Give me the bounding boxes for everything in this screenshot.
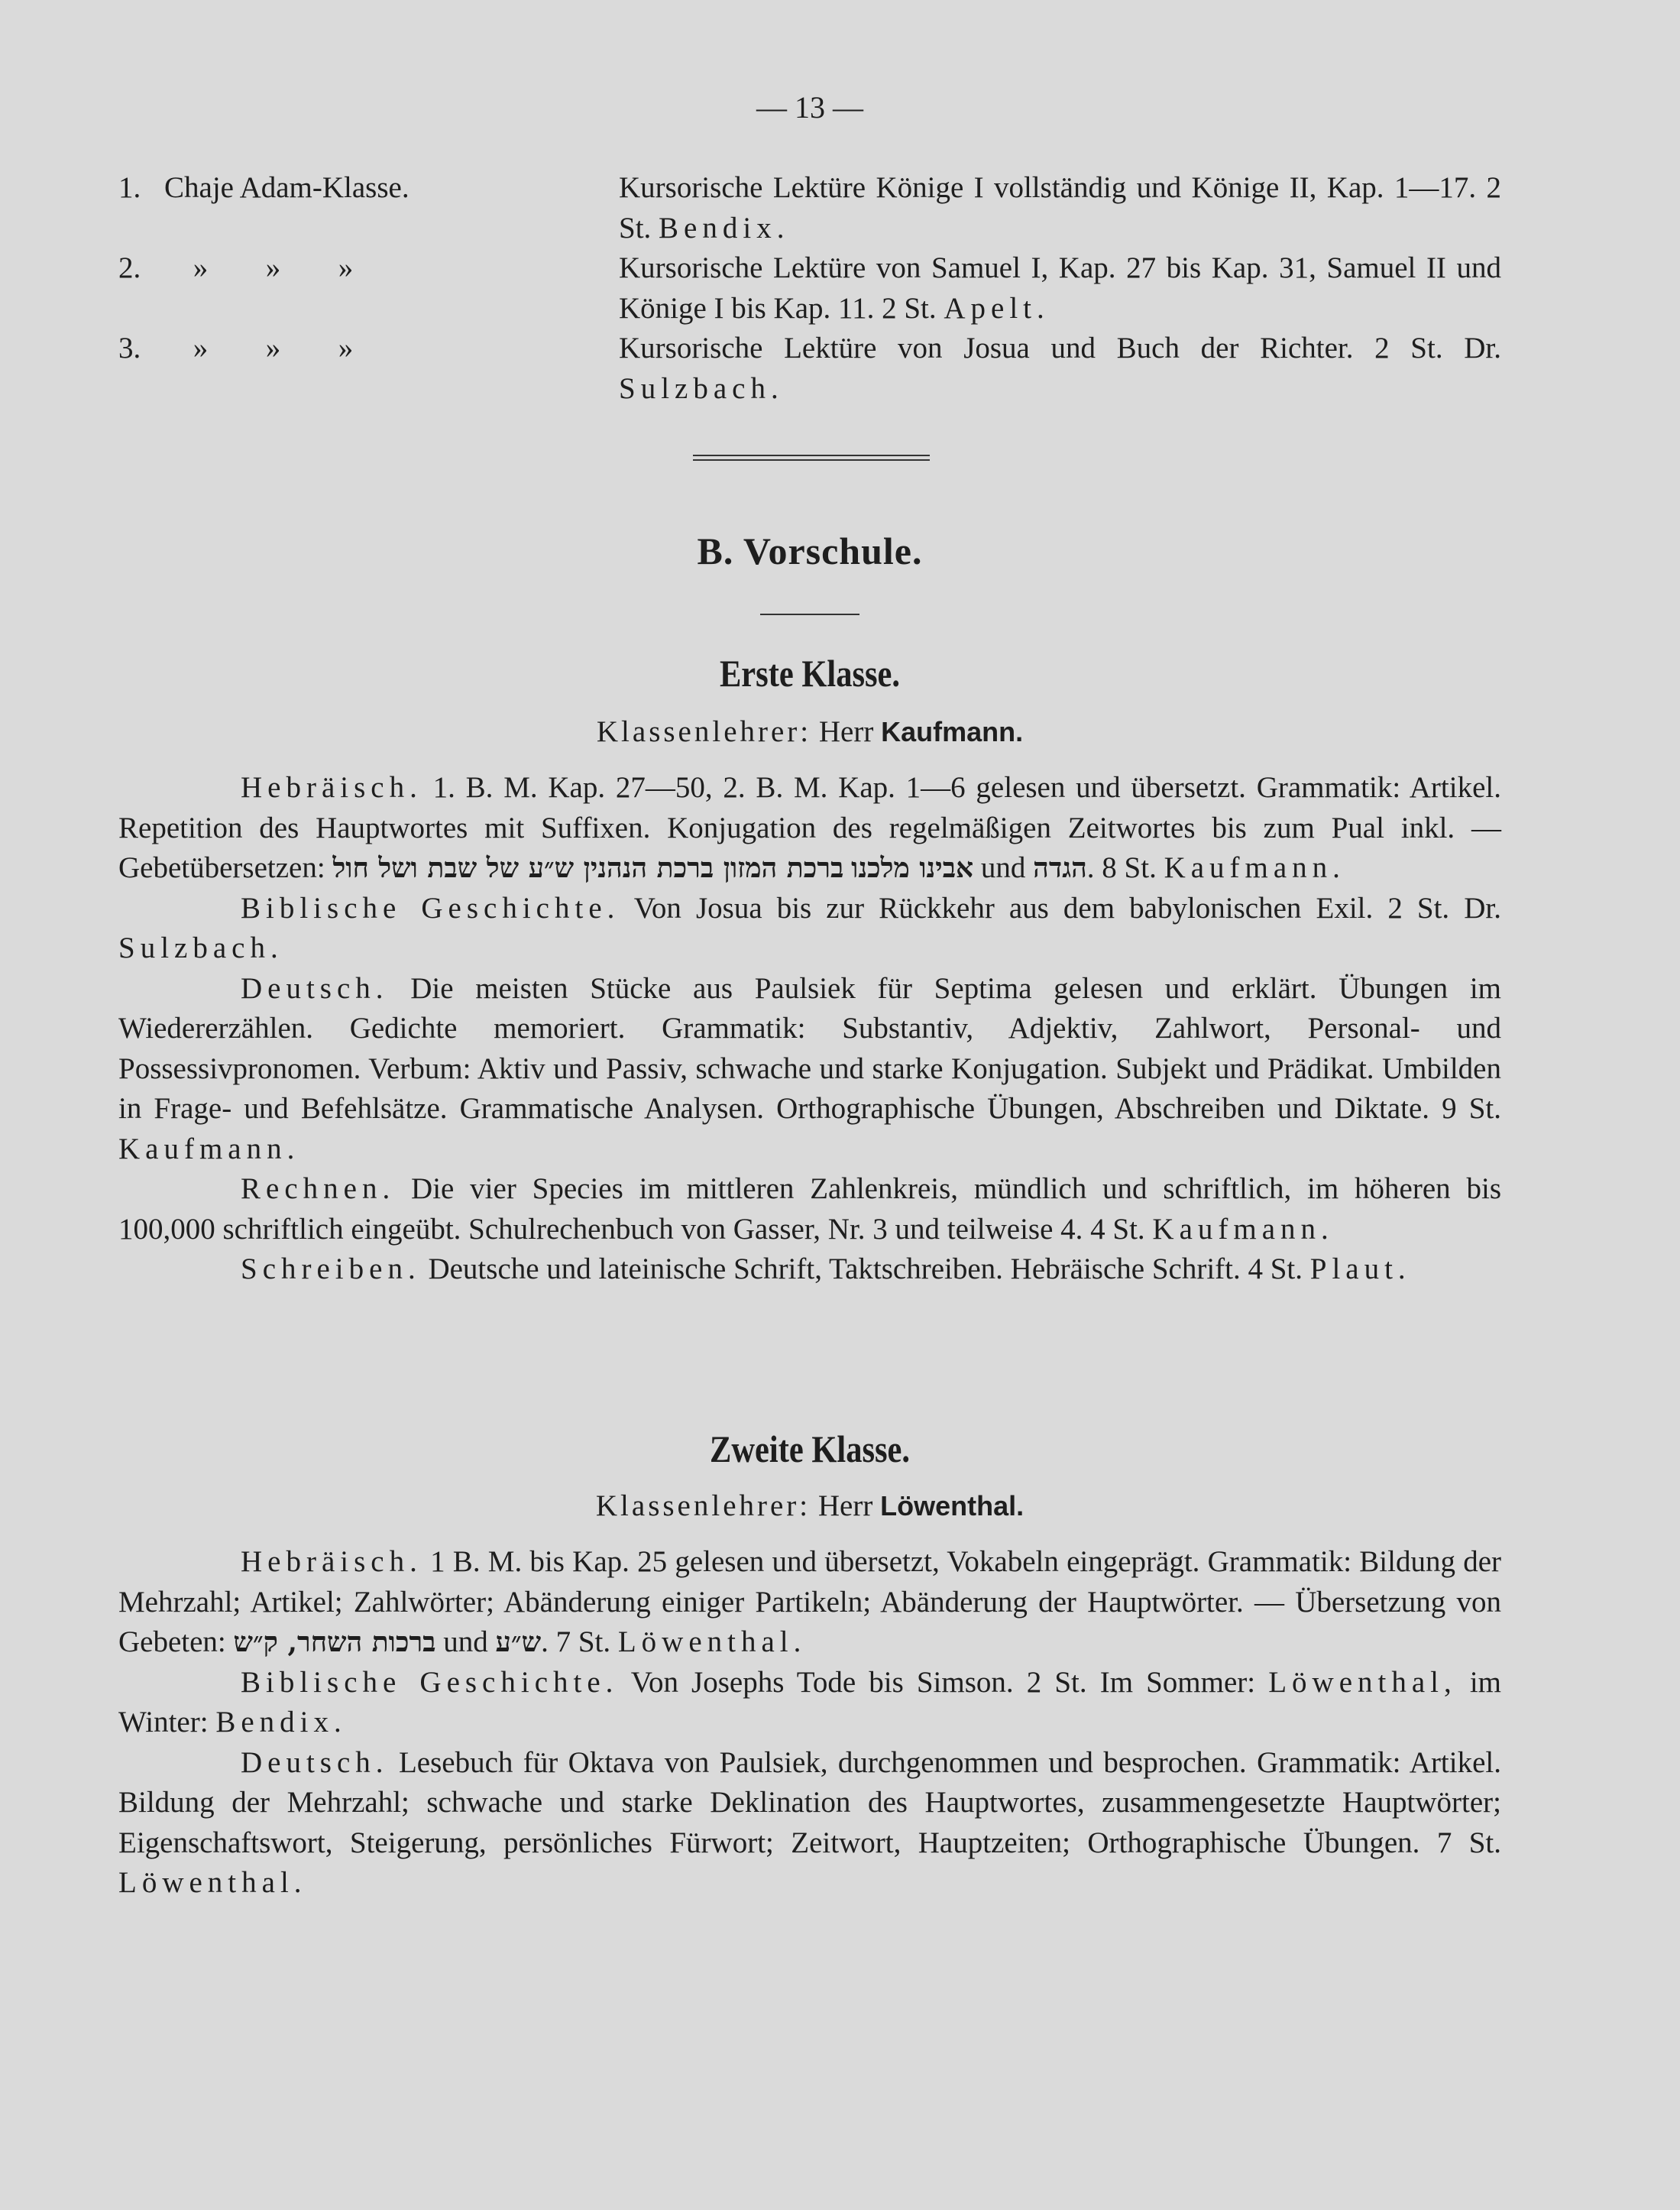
teacher-name: Löwenthal. — [118, 1866, 307, 1899]
class-body-erste — [118, 768, 1501, 1290]
teacher-name: Löwenthal. — [617, 1625, 807, 1658]
subject-heading: Biblische Geschichte. — [241, 1665, 619, 1699]
ditto-mark: » — [193, 332, 209, 365]
class-teacher-zweite — [118, 1486, 1501, 1527]
hebrew-text: הגדה — [1033, 852, 1087, 884]
teacher-name: Bendix. — [215, 1706, 347, 1739]
double-rule-divider — [693, 455, 930, 461]
paragraph-text: 1. B. M. Kap. 27—50, 2. B. M. Kap. 1—6 gelesen und übersetzt. Grammatik: Artikel. Repetition des Hauptwortes mit Suffixen. Konjugation des regelmäßigen Zeitwortes bis zum Pual inkl. — Gebetübersetzen: — [118, 771, 1501, 884]
teacher-prefix: Herr — [811, 715, 882, 748]
paragraph-text: und — [973, 851, 1034, 884]
teacher-label: Klassenlehrer: — [595, 1489, 811, 1522]
ditto-mark: » — [265, 332, 281, 365]
ditto-mark: » — [338, 332, 354, 365]
subject-paragraph — [118, 1249, 1501, 1290]
teacher-name: Kaufmann. — [881, 716, 1024, 747]
ditto-mark: » — [338, 251, 354, 284]
page-number: — 13 — — [756, 90, 863, 125]
paragraph-text — [843, 851, 851, 884]
paragraph-text: Von Josephs Tode bis Simson. 2 St. Im Sommer: — [618, 1665, 1269, 1699]
item-label — [118, 168, 619, 248]
section-title: B. Vorschule. — [697, 530, 923, 572]
paragraph-text: Von Josua bis zur Rückkehr aus dem babylonischen Exil. 2 St. Dr. — [620, 891, 1501, 925]
teacher-prefix: Herr — [811, 1489, 881, 1522]
paragraph-text: Deutsche und lateinische Schrift, Taktschreiben. Hebräische Schrift. 4 St. — [420, 1252, 1310, 1285]
class-title-erste: Erste Klasse. — [719, 652, 901, 695]
subject-paragraph — [118, 768, 1501, 889]
teacher-name: Sulzbach. — [118, 932, 283, 964]
subject-heading: Deutsch. — [241, 1745, 389, 1779]
teacher-name: Plaut. — [1309, 1252, 1411, 1285]
subject-heading: Schreiben. — [241, 1252, 421, 1285]
paragraph-text: . 7 St. — [541, 1625, 618, 1658]
item-label — [118, 329, 619, 409]
item-text — [619, 248, 1501, 329]
rule-divider — [760, 614, 859, 615]
subject-heading: Hebräisch. — [241, 771, 422, 804]
subject-paragraph — [118, 969, 1501, 1170]
class-title-zweite: Zweite Klasse. — [709, 1427, 911, 1470]
paragraph-text: 1 B. M. bis Kap. 25 gelesen und übersetzt, Vokabeln eingeprägt. Grammatik: Bildung der Mehrzahl; Artikel; Zahlwörter; Abänderung einiger Partikeln; Abänderung der Hauptwörter. — Übersetzung von Gebeten: — [118, 1545, 1501, 1658]
hebrew-text: ברכות השחר, ק״ש — [233, 1626, 436, 1658]
item-number: 2. — [118, 251, 141, 284]
subject-paragraph — [118, 889, 1501, 969]
teacher-name: Löwenthal, — [1268, 1665, 1457, 1699]
hebrew-text: ש״ע — [495, 1626, 542, 1658]
subject-heading: Biblische Geschichte. — [241, 891, 620, 925]
item-description: Kursorische Lektüre von Samuel I, Kap. 27 bis Kap. 31, Samuel II und Könige I bis Kap. 11. 2 St. — [619, 251, 1501, 325]
hebrew-text: אבינו מלכנו — [851, 852, 974, 884]
teacher-name: Löwenthal. — [880, 1490, 1025, 1521]
list-item — [118, 248, 1501, 329]
subject-heading: Hebräisch. — [241, 1545, 422, 1578]
teacher-label: Klassenlehrer: — [596, 715, 812, 748]
paragraph-text: im Winter: — [118, 1665, 1502, 1739]
teacher-name: Apelt. — [944, 291, 1050, 325]
subject-paragraph — [118, 1169, 1501, 1249]
paragraph-text: Lesebuch für Oktava von Paulsiek, durchgenommen und besprochen. Grammatik: Artikel. Bildung der Mehrzahl; schwache und starke Deklination des Hauptwortes, zusammengesetzte Hauptwörter; Eigenschaftswort, Steigerung, persönliches Fürwort; Zeitwort, Hauptzeiten; Orthographische Übungen. 7 St. — [118, 1745, 1501, 1859]
item-class-name: Chaje Adam-Klasse. — [164, 171, 409, 204]
paragraph-text: Die vier Species im mittleren Zahlenkreis, mündlich und schriftlich, im höheren bis 100,000 schriftlich eingeübt. Schulrechenbuch von Gasser, Nr. 3 und teilweise 4. 4 St. — [118, 1172, 1501, 1246]
teacher-name: Kaufmann. — [1152, 1212, 1334, 1246]
teacher-name: Kaufmann. — [1164, 851, 1345, 884]
teacher-name: Kaufmann. — [118, 1132, 300, 1165]
item-description: Kursorische Lektüre Könige I vollständig und Könige II, Kap. 1—17. 2 St. — [619, 171, 1501, 245]
hebrew-text: ברכת המזון ברכת הנהנין ש״ע של שבת ושל חול — [332, 852, 844, 884]
subject-paragraph — [118, 1743, 1501, 1904]
paragraph-text: Die meisten Stücke aus Paulsiek für Septima gelesen und erklärt. Übungen im Wiedererzählen. Gedichte memoriert. Grammatik: Substantiv, Adjektiv, Zahlwort, Personal- und Possessivpronomen. Verbum: Aktiv und Passiv, schwache und starke Konjugation. Subjekt und Prädikat. Umbilden in Frage- und Befehlsätze. Grammatische Analysen. Orthographische Übungen, Abschreiben und Diktate. 9 St. — [118, 971, 1501, 1125]
ditto-mark: » — [193, 251, 209, 284]
ditto-mark: » — [265, 251, 281, 284]
class-body-zweite — [118, 1542, 1501, 1904]
list-item — [118, 329, 1501, 409]
subject-paragraph — [118, 1542, 1501, 1663]
item-label — [118, 248, 619, 329]
subject-heading: Deutsch. — [241, 971, 389, 1005]
item-text — [619, 168, 1501, 248]
list-item — [118, 168, 1501, 248]
item-number: 1. — [118, 171, 141, 204]
paragraph-text: und — [435, 1625, 496, 1658]
teacher-name: Bendix. — [659, 211, 790, 245]
teacher-name: Sulzbach. — [619, 371, 784, 405]
paragraph-text: . 8 St. — [1086, 851, 1164, 884]
item-number: 3. — [118, 332, 141, 365]
class-teacher-erste — [118, 712, 1501, 753]
chaje-adam-list — [118, 168, 1501, 409]
item-description: Kursorische Lektüre von Josua und Buch der Richter. 2 St. Dr. — [619, 332, 1501, 365]
item-text — [619, 329, 1501, 409]
subject-heading: Rechnen. — [241, 1172, 396, 1205]
subject-paragraph — [118, 1663, 1501, 1743]
